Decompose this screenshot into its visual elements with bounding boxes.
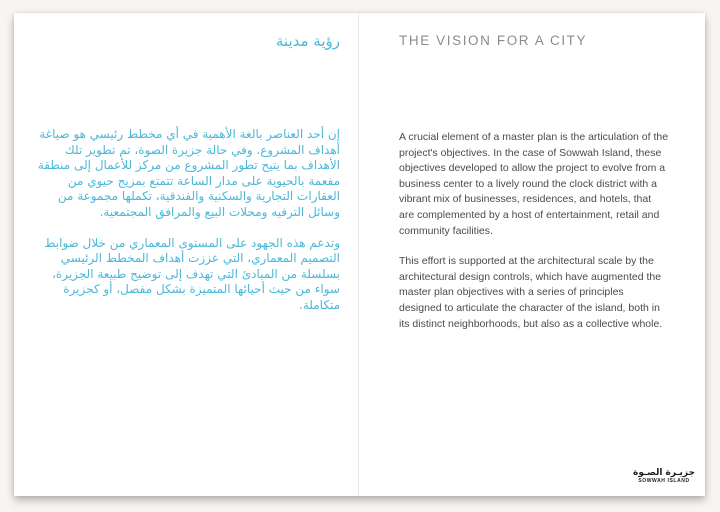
logo-english-wordmark: SOWWAH ISLAND [638,477,690,484]
arabic-paragraph-2: وتدعم هذه الجهود على المستوى المعماري من خلال ضوابط التصميم المعماري، التي عززت أهداف المخطط الرئيسي بسلسلة من المبادئ التي تهدف إلى توضيح طبيعة الجزيرة، سواء من حيث أحيائها المتميزة بشكل مفصل، أو كجزيرة متكاملة. [44,235,340,312]
arabic-body-text [36,127,340,329]
left-page-arabic [14,13,359,496]
right-page-english [359,13,705,496]
english-body-text [399,130,669,347]
logo-arabic-wordmark: جزيـرة الصـوة [633,467,695,478]
arabic-paragraph-1: إن أحد العناصر بالغة الأهمية في أي مخطط رئيسي هو صياغة أهداف المشروع. وفي حالة جزيرة الصوة، تم تطوير تلك الأهداف بما يتيح تطور المشروع من مركز للأعمال إلى منطقة مفعمة بالحيوية على مدار الساعة تتمتع بمزيج حيوي من العقارات التجارية والسكنية والفندقية، تكملها مجموعة من وسائل الترفيه ومحلات البيع والمرافق المجتمعية. [37,127,340,219]
english-page-title: THE VISION FOR A CITY [399,33,588,48]
arabic-page-title: رؤية مدينة [275,32,340,50]
english-paragraph-1: A crucial element of a master plan is the articulation of the project's objectives. In the case of Sowwah Island, these objectives developed to allow the project to evolve from a business center to a lively round the clock district with a vibrant mix of businesses, residences, and hotels, that are complemented by a host of entertainment, retail and community facilities. [399,131,669,237]
english-paragraph-2: This effort is supported at the architectural scale by the architectural design controls, which have augmented the master plan objectives with a series of principles designed to articulate the character of the island, both in its distinct neighborhoods, but also as a collective whole. [399,255,663,330]
sowwah-island-logo [633,469,695,484]
book-spread [14,13,705,496]
